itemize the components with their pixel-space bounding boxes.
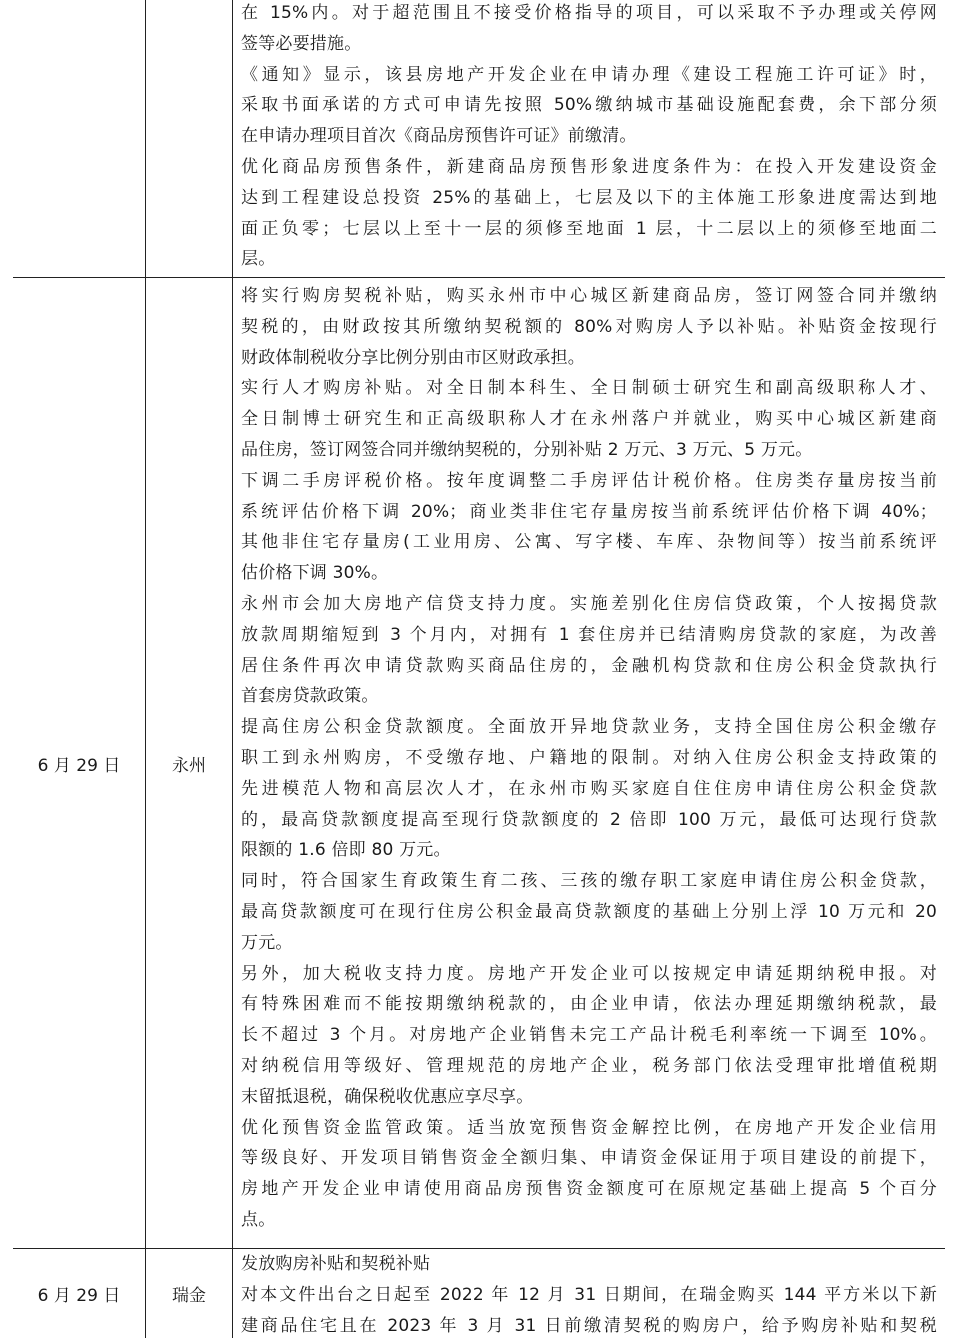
table-row (13, 0, 945, 278)
text-line: 房地产开发企业申请使用商品房预售资金额度可在原规定基础上提高 5 个百分 (241, 1179, 937, 1200)
text-line: 建商品住宅且在 2023 年 3 月 31 日前缴清契税的购房户，给予购房补贴和契税 (241, 1315, 937, 1336)
text-line: 优化商品房预售条件，新建商品房预售形象进度条件为：在投入开发建设资金 (241, 156, 937, 177)
text-line: 职工到永州购房，不受缴存地、户籍地的限制。对纳入住房公积金支持政策的 (241, 747, 937, 768)
text-line: 首套房贷款政策。 (241, 686, 379, 707)
table-row (13, 278, 945, 1249)
text-line: 在申请办理项目首次《商品房预售许可证》前缴清。 (241, 126, 637, 147)
text-line: 发放购房补贴和契税补贴 (241, 1254, 431, 1274)
text-line: 将实行购房契税补贴，购买永州市中心城区新建商品房，签订网签合同并缴纳 (241, 286, 937, 306)
text-line: 最高贷款额度可在现行住房公积金最高贷款额度的基础上分别上浮 10 万元和 20 (241, 901, 937, 922)
text-line: 另外，加大税收支持力度。房地产开发企业可以按规定申请延期纳税申报。对 (241, 963, 937, 984)
content-cell (241, 1249, 937, 1341)
text-line: 其他非住宅存量房(工业用房、公寓、写字楼、车库、杂物间等）按当前系统评 (241, 532, 937, 553)
text-line: 等级良好、开发项目销售资金全额归集、申请资金保证用于项目建设的前提下， (241, 1148, 937, 1169)
text-line: 系统评估价格下调 20%；商业类非住宅存量房按当前系统评估价格下调 40%； (241, 501, 937, 522)
text-line: 优化预售资金监管政策。适当放宽预售资金解控比例，在房地产开发企业信用 (241, 1117, 937, 1138)
text-line: 放款周期缩短到 3 个月内，对拥有 1 套住房并已结清购房贷款的家庭，为改善 (241, 624, 937, 645)
date-cell: 6 月 29 日 (13, 278, 146, 1248)
date-cell (13, 0, 146, 277)
text-line: 先进模范人物和高层次人才，在永州市购买家庭自住住房申请住房公积金贷款 (241, 778, 937, 799)
text-line: 点。 (241, 1209, 276, 1230)
text-line: 品住房，签订网签合同并缴纳契税的，分别补贴 2 万元、3 万元、5 万元。 (241, 439, 813, 460)
text-line: 限额的 1.6 倍即 80 万元。 (241, 840, 451, 861)
content-cell (241, 281, 937, 1236)
date-cell: 6 月 29 日 (13, 1249, 146, 1338)
text-line: 全日制博士研究生和正高级职称人才在永州落户并就业，购买中心城区新建商 (241, 409, 937, 430)
text-line: 同时，符合国家生育政策生育二孩、三孩的缴存职工家庭申请住房公积金贷款， (241, 871, 937, 892)
city-cell: 瑞金 (146, 1249, 233, 1338)
text-line: 永州市会加大房地产信贷支持力度。实施差别化住房信贷政策，个人按揭贷款 (241, 593, 937, 614)
text-line: 签等必要措施。 (241, 33, 362, 54)
text-line: 达到工程建设总投资 25%的基础上，七层及以下的主体施工形象进度需达到地 (241, 187, 937, 208)
city-cell (146, 0, 233, 277)
text-line: 采取书面承诺的方式可申请先按照 50%缴纳城市基础设施配套费，余下部分须 (241, 95, 937, 116)
text-line: 提高住房公积金贷款额度。全面放开异地贷款业务，支持全国住房公积金缴存 (241, 717, 937, 738)
content-cell (241, 0, 937, 275)
text-line: 的，最高贷款额度提高至现行贷款额度的 2 倍即 100 万元，最低可达现行贷款 (241, 809, 937, 830)
text-line: 对本文件出台之日起至 2022 年 12 月 31 日期间，在瑞金购买 144 平方米以下新 (241, 1284, 937, 1305)
text-line: 契税的，由财政按其所缴纳契税额的 80%对购房人予以补贴。补贴资金按现行 (241, 316, 937, 337)
text-line: 长不超过 3 个月。对房地产企业销售未完工产品计税毛利率统一下调至 10%。 (241, 1025, 937, 1046)
text-line: 估价格下调 30%。 (241, 563, 389, 584)
text-line: 居住条件再次申请贷款购买商品住房的，金融机构贷款和住房公积金贷款执行 (241, 655, 937, 676)
text-line: 财政体制税收分享比例分别由市区财政承担。 (241, 347, 585, 368)
text-line: 对纳税信用等级好、管理规范的房地产企业，税务部门依法受理审批增值税期 (241, 1055, 937, 1076)
text-line: 实行人才购房补贴。对全日制本科生、全日制硕士研究生和副高级职称人才、 (241, 378, 937, 399)
city-cell: 永州 (146, 278, 233, 1248)
text-line: 下调二手房评税价格。按年度调整二手房评估计税价格。住房类存量房按当前 (241, 470, 937, 491)
text-line: 层。 (241, 249, 276, 270)
text-line: 万元。 (241, 932, 293, 953)
text-line: 末留抵退税，确保税收优惠应享尽享。 (241, 1086, 534, 1107)
text-line: 有特殊困难而不能按期缴纳税款的，由企业申请，依法办理延期缴纳税款，最 (241, 994, 937, 1015)
text-line: 《通知》显示，该县房地产开发企业在申请办理《建设工程施工许可证》时， (241, 64, 937, 85)
table-row (13, 1249, 945, 1338)
text-line: 面正负零；七层以上至十一层的须修至地面 1 层，十二层以上的须修至地面二 (241, 218, 937, 239)
text-line: 在 15%内。对于超范围且不接受价格指导的项目，可以采取不予办理或关停网 (241, 3, 937, 23)
